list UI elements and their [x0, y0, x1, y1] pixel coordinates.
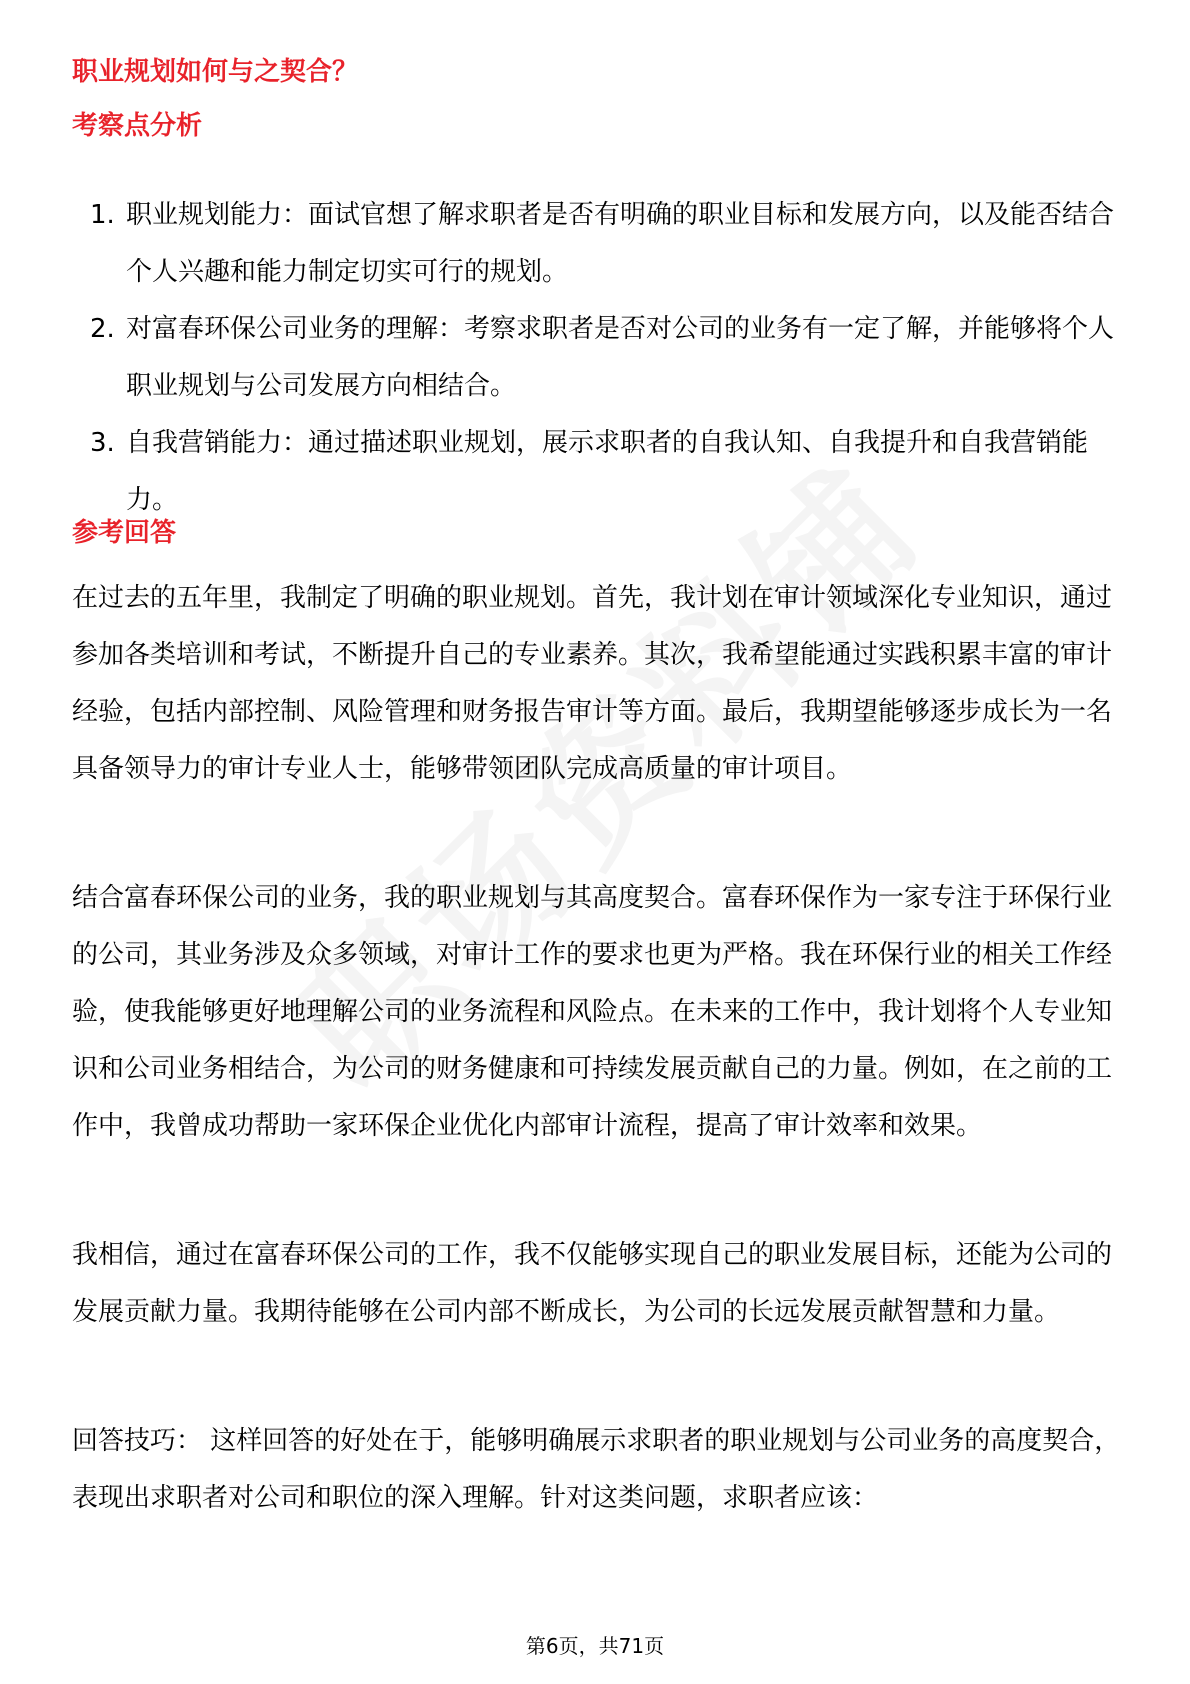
- list-text: 对富春环保公司业务的理解：考察求职者是否对公司的业务有一定了解，并能够将个人职业规划与公司发展方向相结合。: [126, 314, 1115, 401]
- analysis-list: [72, 187, 1122, 529]
- list-item: [72, 415, 1122, 529]
- list-number: 1.: [90, 200, 115, 230]
- question-heading: 职业规划如何与之契合？: [72, 57, 359, 87]
- list-number: 2.: [90, 314, 115, 344]
- list-item: [72, 187, 1122, 301]
- answer-paragraph-1: 在过去的五年里，我制定了明确的职业规划。首先，我计划在审计领域深化专业知识，通过参加各类培训和考试，不断提升自己的专业素养。其次，我希望能通过实践积累丰富的审计经验，包括内部控制、风险管理和财务报告审计等方面。最后，我期望能够逐步成长为一名具备领导力的审计专业人士，能够带领团队完成高质量的审计项目。: [72, 583, 1113, 784]
- answer-paragraph-3: 我相信，通过在富春环保公司的工作，我不仅能够实现自己的职业发展目标，还能为公司的发展贡献力量。我期待能够在公司内部不断成长，为公司的长远发展贡献智慧和力量。: [72, 1240, 1113, 1327]
- analysis-heading: 考察点分析: [72, 111, 203, 141]
- page-number: 第6页，共71页: [525, 1634, 665, 1658]
- list-text: 自我营销能力：通过描述职业规划，展示求职者的自我认知、自我提升和自我营销能力。: [126, 428, 1089, 515]
- answer-heading: 参考回答: [72, 518, 177, 548]
- list-number: 3.: [90, 428, 115, 458]
- answer-paragraph-2: 结合富春环保公司的业务，我的职业规划与其高度契合。富春环保作为一家专注于环保行业的公司，其业务涉及众多领域，对审计工作的要求也更为严格。我在环保行业的相关工作经验，使我能够更好地理解公司的业务流程和风险点。在未来的工作中，我计划将个人专业知识和公司业务相结合，为公司的财务健康和可持续发展贡献自己的力量。例如，在之前的工作中，我曾成功帮助一家环保企业优化内部审计流程，提高了审计效率和效果。: [72, 883, 1113, 1141]
- list-text: 职业规划能力：面试官想了解求职者是否有明确的职业目标和发展方向，以及能否结合个人兴趣和能力制定切实可行的规划。: [126, 200, 1115, 287]
- list-item: [72, 301, 1122, 415]
- answer-tips: 回答技巧： 这样回答的好处在于，能够明确展示求职者的职业规划与公司业务的高度契合，表现出求职者对公司和职位的深入理解。针对这类问题，求职者应该：: [72, 1426, 1121, 1513]
